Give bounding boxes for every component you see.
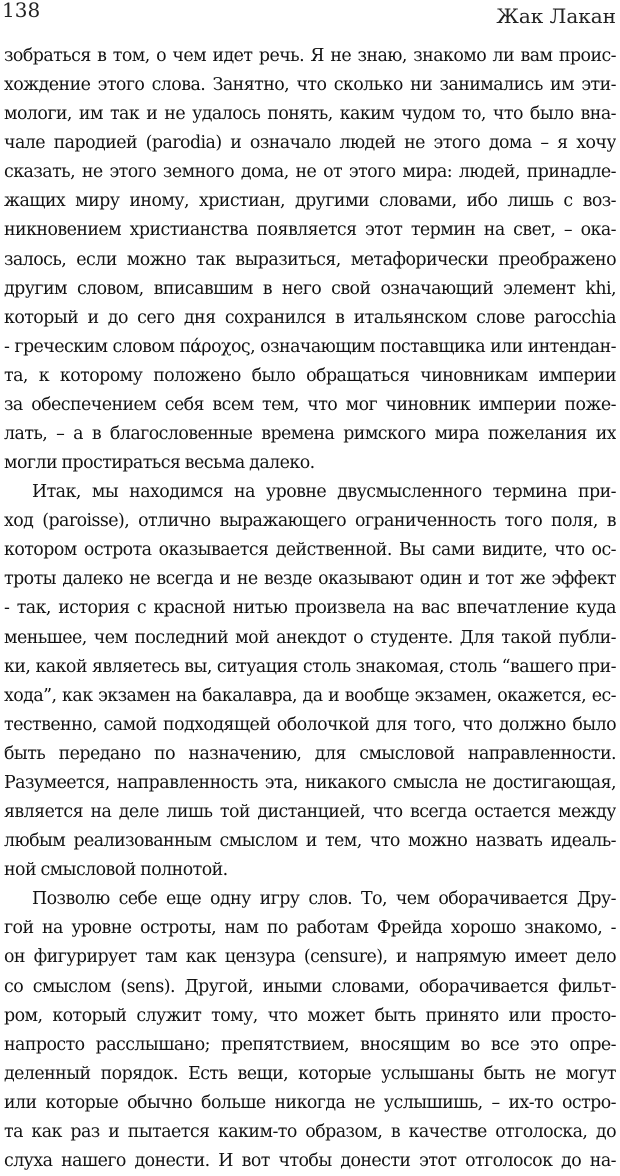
text-line: хождение этого слова. Занятно, что сколько ни занимались им эти- xyxy=(4,75,616,96)
page-number: 138 xyxy=(2,0,41,22)
text-line: Итак, мы находимся на уровне двусмысленного термина при- xyxy=(32,482,616,503)
text-line: - греческим словом πάροχος, означающим поставщика или интендан- xyxy=(4,336,616,357)
text-line: слуха нашего донести. И вот чтобы донести этот отголосок до на- xyxy=(4,1150,616,1171)
text-line: жащих миру иному, христиан, другими словами, ибо лишь с воз- xyxy=(4,191,616,212)
text-line: лать, – а в благословенные времена римского мира пожелания их xyxy=(4,424,616,445)
text-line: который и до сего дня сохранился в итальянском слове parocchia xyxy=(4,307,616,328)
text-line: другим словом, вписавшим в него свой означающий элемент khi, xyxy=(4,278,616,299)
text-line: хода”, как экзамен на бакалавра, да и вообще экзамен, окажется, ес- xyxy=(4,685,616,706)
text-line: чале пародией (parodia) и означало людей не этого дома – я хочу xyxy=(4,133,616,154)
text-line: или которые обычно больше никогда не услышишь, – их-то остро- xyxy=(4,1092,616,1113)
text-line: сказать, не этого земного дома, не от этого мира: людей, принадле- xyxy=(4,162,616,183)
text-line: залось, если можно так выразиться, метафорически преображено xyxy=(4,249,616,270)
text-line: является на деле лишь той дистанцией, что всегда остается между xyxy=(4,802,616,823)
text-line: он фигурирует там как цензура (censure), и напрямую имеет дело xyxy=(4,947,616,968)
text-line: никновением христианства появляется этот термин на свет, – ока- xyxy=(4,220,616,241)
text-line: Позволю себе еще одну игру слов. То, чем оборачивается Дру- xyxy=(32,889,616,910)
page-header xyxy=(2,0,616,32)
text-line: ной смысловой полнотой. xyxy=(4,860,228,881)
text-line: со смыслом (sens). Другой, иными словами, оборачивается фильт- xyxy=(4,976,616,997)
text-line: мологи, им так и не удалось понять, каким чудом то, что было вна- xyxy=(4,104,616,125)
text-line: напросто расслышано; препятствием, вносящим во все это опре- xyxy=(4,1034,616,1055)
text-line: быть передано по назначению, для смысловой направленности. xyxy=(4,743,616,764)
text-line: - так, история с красной нитью произвела на вас впечатление куда xyxy=(4,598,616,619)
text-line: ки, какой являетесь вы, ситуация столь знакомая, столь “вашего при- xyxy=(4,656,616,677)
text-line: ход (paroisse), отлично выражающего ограниченность того поля, в xyxy=(4,511,616,532)
text-line: могли простираться весьма далеко. xyxy=(4,453,315,474)
running-head-author: Жак Лакан xyxy=(496,4,616,28)
body-text xyxy=(4,42,616,1176)
text-line: котором острота оказывается действенной. Вы сами видите, что ос- xyxy=(4,540,616,561)
text-line: ром, который служит тому, что может быть принято или просто- xyxy=(4,1005,616,1026)
text-line: тественно, самой подходящей оболочкой для того, что должно было xyxy=(4,714,616,735)
text-line: меньшее, чем последний мой анекдот о студенте. Для такой публи- xyxy=(4,627,616,648)
text-line: Разумеется, направленность эта, никакого смысла не достигающая, xyxy=(4,772,616,793)
text-line: троты далеко не всегда и не везде оказывают один и тот же эффект xyxy=(4,569,616,590)
text-line: гой на уровне остроты, нам по работам Фрейда хорошо знакомо, - xyxy=(4,918,616,939)
text-line: любым реализованным смыслом и тем, что можно назвать идеаль- xyxy=(4,831,616,852)
text-line: деленный порядок. Есть вещи, которые услышаны быть не могут xyxy=(4,1063,616,1084)
text-line: та как раз и пытается каким-то образом, в качестве отголоска, до xyxy=(4,1121,616,1142)
text-line: зобраться в том, о чем идет речь. Я не знаю, знакомо ли вам проис- xyxy=(4,46,616,66)
text-line: та, к которому положено было обращаться чиновникам империи xyxy=(4,365,616,386)
text-line: за обеспечением себя всем тем, что мог чиновник империи поже- xyxy=(4,394,616,415)
